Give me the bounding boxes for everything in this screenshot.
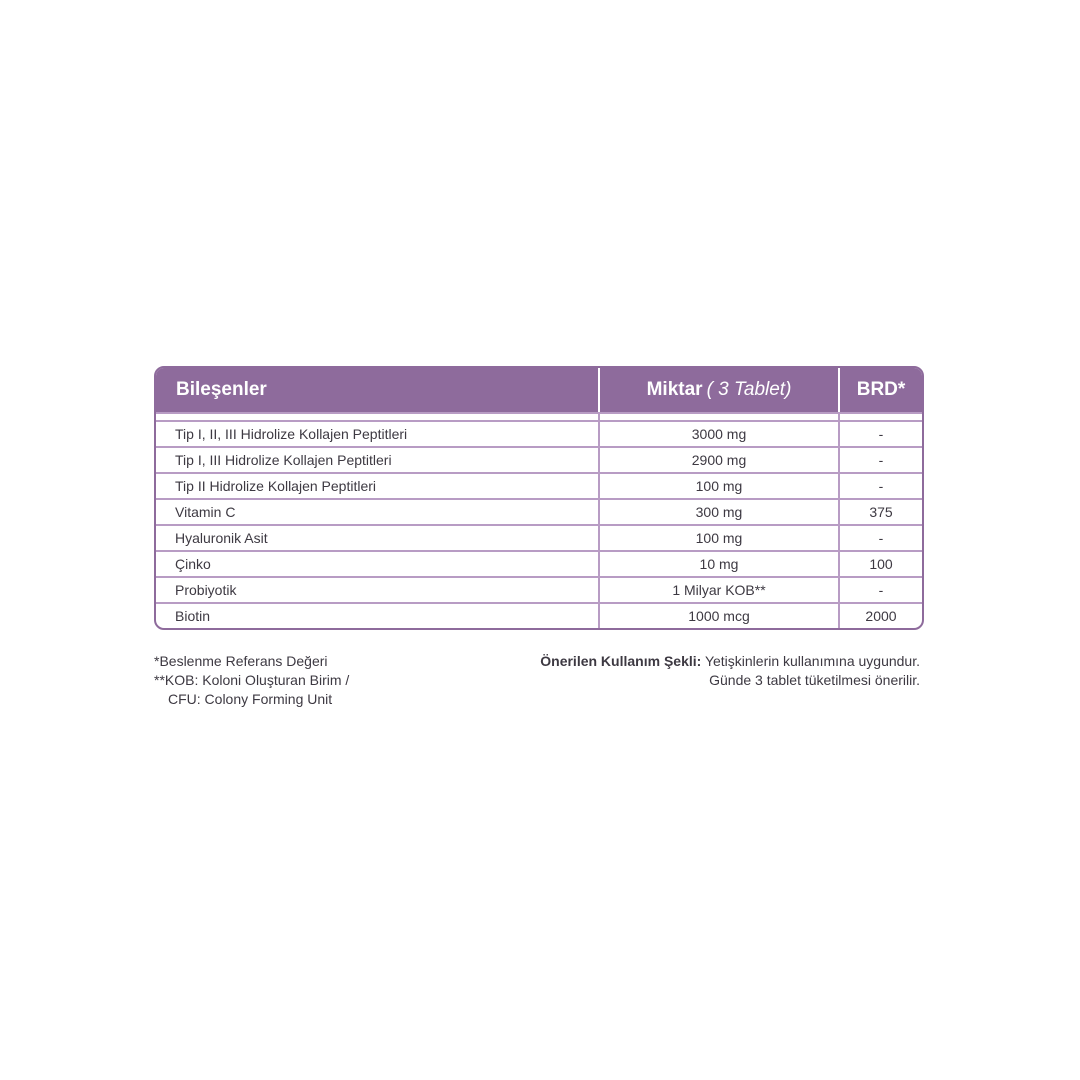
- brd-cell: -: [838, 448, 922, 472]
- amount-cell: 100 mg: [598, 474, 838, 498]
- ingredient-cell: Biotin: [175, 608, 211, 624]
- table-row: [156, 576, 922, 602]
- ingredient-cell: Probiyotik: [175, 582, 237, 598]
- table-row: [156, 420, 922, 446]
- usage-text-2: Günde 3 tablet tüketilmesi önerilir.: [709, 672, 920, 688]
- ingredients-table: [154, 366, 924, 630]
- ingredient-cell: Hyaluronik Asit: [175, 530, 268, 546]
- usage-instructions: [540, 652, 920, 690]
- brd-cell: 375: [838, 500, 922, 524]
- ingredient-cell: Tip I, III Hidrolize Kollajen Peptitleri: [175, 452, 392, 468]
- table-row: [156, 524, 922, 550]
- header-amount: [598, 368, 838, 412]
- header-amount-unit: ( 3 Tablet): [706, 379, 792, 400]
- amount-cell: 300 mg: [598, 500, 838, 524]
- amount-cell: 2900 mg: [598, 448, 838, 472]
- table-row: [156, 602, 922, 628]
- amount-cell: 1000 mcg: [598, 604, 838, 628]
- footnotes: [154, 652, 349, 709]
- amount-cell: 100 mg: [598, 526, 838, 550]
- table-row: [156, 498, 922, 524]
- table-row: [156, 446, 922, 472]
- brd-cell: -: [838, 526, 922, 550]
- ingredient-cell: Tip I, II, III Hidrolize Kollajen Peptitleri: [175, 426, 408, 442]
- usage-label: Önerilen Kullanım Şekli:: [540, 653, 702, 669]
- brd-cell: 100: [838, 552, 922, 576]
- footnote-kob: **KOB: Koloni Oluşturan Birim /: [154, 672, 350, 688]
- brd-cell: -: [838, 422, 922, 446]
- table-spacer-row: [156, 412, 922, 420]
- amount-cell: 3000 mg: [598, 422, 838, 446]
- ingredient-cell: Çinko: [175, 556, 211, 572]
- header-brd: BRD*: [838, 368, 922, 412]
- ingredient-cell: Tip II Hidrolize Kollajen Peptitleri: [175, 478, 377, 494]
- usage-line-1: [540, 652, 920, 671]
- usage-text-1: Yetişkinlerin kullanımına uygundur.: [704, 653, 920, 669]
- footnote-brd: *Beslenme Referans Değeri: [154, 653, 328, 669]
- brd-cell: 2000: [838, 604, 922, 628]
- header-ingredients: Bileşenler: [176, 379, 267, 400]
- footnote-cfu: CFU: Colony Forming Unit: [168, 691, 333, 707]
- brd-cell: -: [838, 474, 922, 498]
- table-row: [156, 472, 922, 498]
- amount-cell: 10 mg: [598, 552, 838, 576]
- table-header-row: [156, 368, 922, 412]
- ingredient-cell: Vitamin C: [175, 504, 236, 520]
- brd-cell: -: [838, 578, 922, 602]
- header-amount-label: Miktar: [646, 379, 703, 400]
- amount-cell: 1 Milyar KOB**: [598, 578, 838, 602]
- table-row: [156, 550, 922, 576]
